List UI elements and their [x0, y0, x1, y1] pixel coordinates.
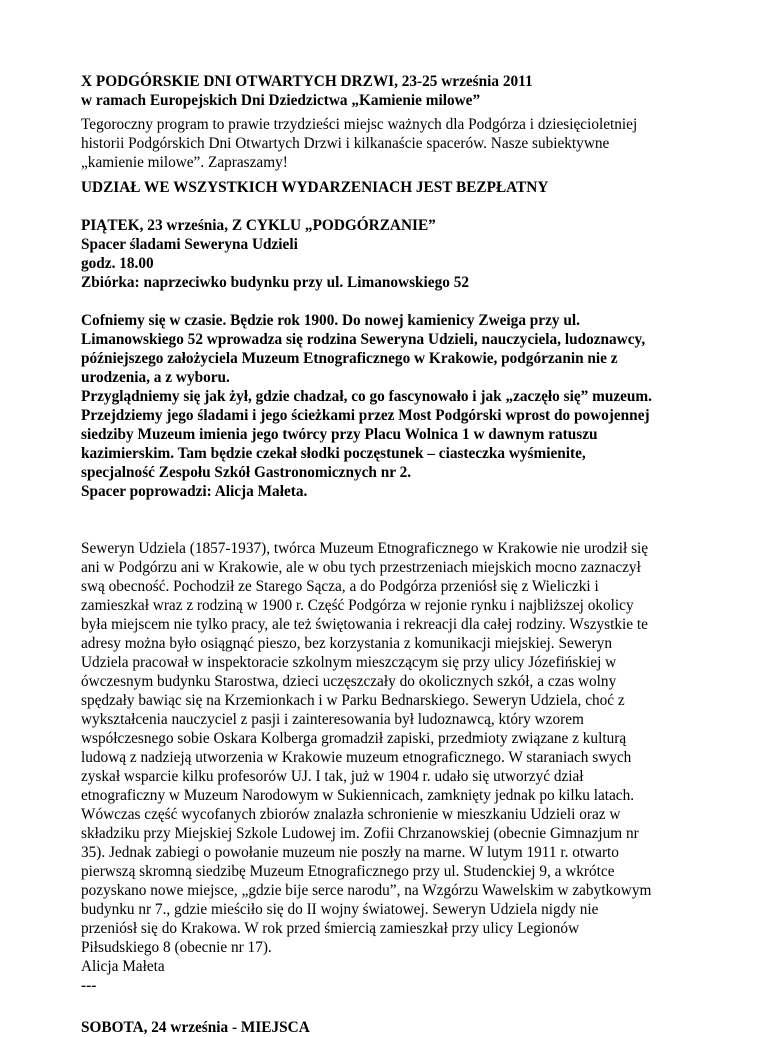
event-description: [81, 311, 701, 501]
walk-title: Spacer śladami Seweryna Udzieli: [81, 236, 298, 253]
biography-line: przeniósł się do Krakowa. W rok przed śmiercią zamieszkał przy ulicy Legionów: [81, 920, 580, 937]
biography-line: ani w Podgórzu ani w Krakowie, ale w obu tych przestrzeniach miejskich mocno zaznaczył: [81, 559, 641, 576]
friday-event-header: [81, 216, 701, 292]
biography-author: Alicja Małeta: [81, 958, 165, 975]
document-subtitle: w ramach Europejskich Dni Dziedzictwa „Kamienie milowe”: [81, 92, 481, 109]
event-time: godz. 18.00: [81, 255, 154, 272]
description-line: Limanowskiego 52 wprowadza się rodzina Seweryna Udzieli, nauczyciela, ludoznawcy,: [81, 331, 646, 348]
section-separator: ---: [81, 977, 97, 994]
biography-line: adresy można było osiągnąć pieszo, bez korzystania z komunikacji miejskiej. Seweryn: [81, 635, 612, 652]
biography-line: Udziela pracował w inspektoracie szkolnym mieszczącym się przy ulicy Józefińskiej w: [81, 654, 617, 671]
free-notice: UDZIAŁ WE WSZYSTKICH WYDARZENIACH JEST BEZPŁATNY: [81, 179, 549, 196]
biography-line: ludową z nadzieją utworzenia w Krakowie muzeum etnograficznego. W staraniach swych: [81, 749, 632, 766]
description-line: Przejdziemy jego śladami i jego ścieżkami przez Most Podgórski wprost do powojennej: [81, 407, 650, 424]
intro-line: historii Podgórskich Dni Otwartych Drzwi i kilkanaście spacerów. Nasze subiektywne: [81, 135, 610, 152]
description-line: siedziby Muzeum imienia jego twórcy przy Placu Wolnica 1 w dawnym ratuszu: [81, 426, 598, 443]
biography-line: Seweryn Udziela (1857-1937), twórca Muzeum Etnograficznego w Krakowie nie urodził się: [81, 540, 649, 557]
biography-line: Piłsudskiego 8 (obecnie nr 17).: [81, 939, 272, 956]
biography-line: ówczesnym budynku Starostwa, dzieci uczęszczały do okolicznych szkół, a czas wolny: [81, 673, 617, 690]
friday-heading: PIĄTEK, 23 września, Z CYKLU „PODGÓRZANIE”: [81, 217, 436, 234]
biography-line: swą obecność. Pochodził ze Starego Sącza, a do Podgórza przeniósł się z Wieliczki i: [81, 578, 599, 595]
biography-line: zamieszkał wraz z rodziną w 1900 r. Część Podgórza w rejonie rynku i najbliższej okolicy: [81, 597, 634, 614]
intro-paragraph: [81, 115, 701, 172]
document-title: X PODGÓRSKIE DNI OTWARTYCH DRZWI, 23-25 września 2011: [81, 73, 533, 90]
biography-line: współczesnego sobie Oskara Kolberga gromadził zapiski, przedmioty związane z kulturą: [81, 730, 627, 747]
biography-line: zyskał wsparcie kilku profesorów UJ. I tak, już w 1904 r. udało się utworzyć dział: [81, 768, 584, 785]
biography-line: 35). Jednak zabiegi o powołanie muzeum nie poszły na marne. W lutym 1911 r. otwarto: [81, 844, 619, 861]
description-line: kazimierskim. Tam będzie czekał słodki poczęstunek – ciasteczka wyśmienite,: [81, 445, 586, 462]
description-line: Cofniemy się w czasie. Będzie rok 1900. Do nowej kamienicy Zweiga przy ul.: [81, 312, 580, 329]
description-line: urodzenia, a z wyboru.: [81, 369, 230, 386]
meeting-point: Zbiórka: naprzeciwko budynku przy ul. Limanowskiego 52: [81, 274, 470, 291]
walk-guide: Spacer poprowadzi: Alicja Małeta.: [81, 483, 308, 500]
description-line: późniejszego założyciela Muzeum Etnograficznego w Krakowie, podgórzanin nie z: [81, 350, 618, 367]
biography-line: spędzały bawiąc się na Krzemionkach i w Parku Bednarskiego. Seweryn Udziela, choć z: [81, 692, 625, 709]
intro-line: „kamienie milowe”. Zapraszamy!: [81, 154, 288, 171]
biography-line: była miejscem nie tylko pracy, ale też świętowania i rekreacji dla całej rodziny. Wszystkie te: [81, 616, 648, 633]
biography-line: budynku nr 7., gdzie mieściło się do II wojny światowej. Seweryn Udziela nigdy nie: [81, 901, 599, 918]
description-line: Przyglądniemy się jak żył, gdzie chadzał, co go fascynowało i jak „zaczęło się” muzeum.: [81, 388, 652, 405]
saturday-heading: SOBOTA, 24 września - MIEJSCA: [81, 1019, 310, 1036]
biography-line: etnograficzny w Muzeum Narodowym w Sukiennicach, zamknięty jednak po kilku latach.: [81, 787, 635, 804]
biography-line: pierwszą skromną siedzibę Muzeum Etnograficznego przy ul. Studenckiej 9, a wkrótce: [81, 863, 615, 880]
biography-line: składziku przy Miejskiej Szkole Ludowej im. Zofii Chrzanowskiej (obecnie Gimnazjum nr: [81, 825, 639, 842]
biography-paragraph: [81, 539, 701, 995]
description-line: specjalność Zespołu Szkół Gastronomicznych nr 2.: [81, 464, 412, 481]
biography-line: Wówczas część wycofanych zbiorów znalazła schronienie w mieszkaniu Udzieli oraz w: [81, 806, 621, 823]
document-page: [81, 72, 701, 1037]
intro-line: Tegoroczny program to prawie trzydzieści miejsc ważnych dla Podgórza i dziesięcioletniej: [81, 116, 638, 133]
biography-line: pozyskano nowe miejsce, „gdzie bije serce narodu”, na Wzgórzu Wawelskim w zabytkowym: [81, 882, 652, 899]
biography-line: wykształcenia nauczyciel z pasji i zainteresowania był ludoznawcą, który wzorem: [81, 711, 584, 728]
